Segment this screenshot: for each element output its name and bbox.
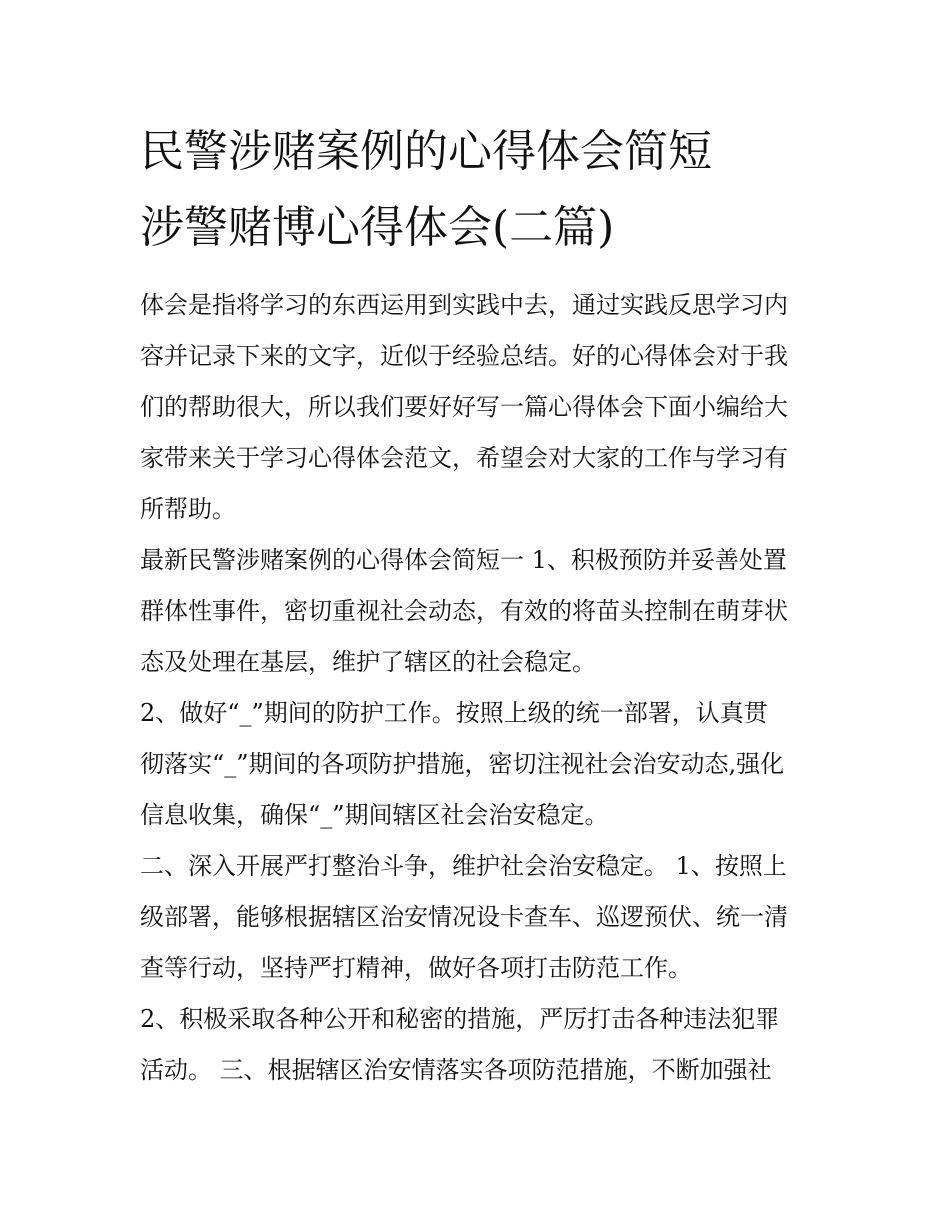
- body-line: 体会是指将学习的东西运用到实践中去，通过实践反思学习内: [140, 291, 788, 319]
- body-line: 态及处理在基层，维护了辖区的社会稳定。: [140, 648, 596, 676]
- title-line-1: 民警涉赌案例的心得体会简短: [140, 126, 712, 177]
- body-line: 所帮助。: [140, 495, 236, 523]
- body-line: 们的帮助很大，所以我们要好好写一篇心得体会下面小编给大: [140, 393, 788, 421]
- document-body: [140, 280, 830, 1096]
- document-title: [140, 114, 840, 266]
- title-line-2: 涉警赌博心得体会(二篇): [140, 202, 615, 253]
- body-line: 2、积极采取各种公开和秘密的措施，严厉打击各种违法犯罪: [140, 1005, 780, 1033]
- body-line: 群体性事件，密切重视社会动态，有效的将苗头控制在萌芽状: [140, 597, 788, 625]
- body-line: 最新民警涉赌案例的心得体会简短一 1、积极预防并妥善处置: [140, 546, 787, 574]
- body-line: 家带来关于学习心得体会范文，希望会对大家的工作与学习有: [140, 444, 788, 472]
- body-line: 级部署，能够根据辖区治安情况设卡查车、巡逻预伏、统一清: [140, 903, 788, 931]
- body-line: 活动。 三、根据辖区治安情落实各项防范措施，不断加强社: [140, 1056, 772, 1084]
- body-line: 容并记录下来的文字，近似于经验总结。好的心得体会对于我: [140, 342, 788, 370]
- body-line: 2、做好“_”期间的防护工作。按照上级的统一部署，认真贯: [140, 699, 768, 727]
- body-line: 二、深入开展严打整治斗争，维护社会治安稳定。 1、按照上: [140, 852, 787, 880]
- body-line: 信息收集，确保“_”期间辖区社会治安稳定。: [140, 801, 609, 829]
- body-line: 查等行动，坚持严打精神，做好各项打击防范工作。: [140, 954, 692, 982]
- body-line: 彻落实“_”期间的各项防护措施，密切注视社会治安动态,强化: [140, 750, 785, 778]
